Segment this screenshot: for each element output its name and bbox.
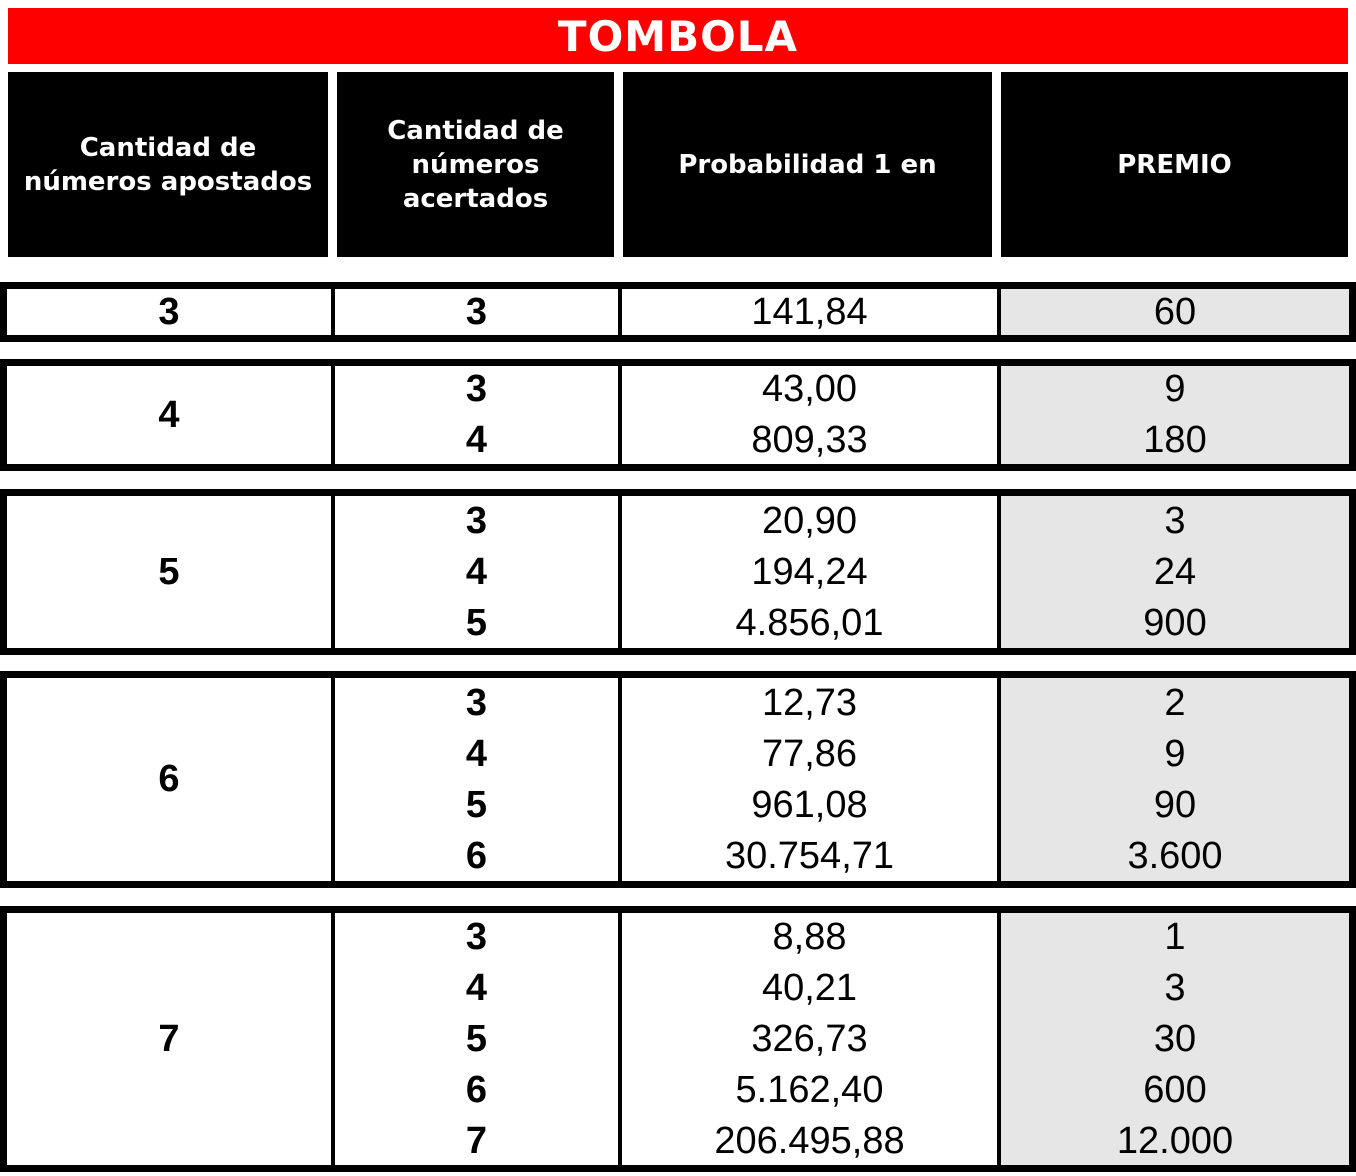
cell-premio [997,913,1349,1165]
value-premio: 180 [1143,419,1207,461]
value-acertados: 5 [465,1017,488,1060]
header-line: Probabilidad 1 en [678,149,937,180]
value-premio: 12.000 [1116,1119,1234,1162]
cell-premio [997,678,1349,881]
value-premio: 3 [1164,499,1186,542]
cell-apostados: 7 [158,1017,180,1060]
value-probabilidad: 20,90 [761,499,858,542]
header-line: PREMIO [1117,149,1232,180]
value-probabilidad: 40,21 [761,966,858,1009]
value-acertados: 3 [465,368,488,410]
value-probabilidad: 141,84 [751,290,868,333]
header-cantidad-acertados [337,72,614,257]
value-probabilidad: 8,88 [772,915,847,958]
value-acertados: 4 [465,966,488,1009]
cell-acertados [331,678,618,881]
value-acertados: 5 [465,601,488,644]
value-premio: 3.600 [1127,834,1223,877]
value-acertados: 3 [465,499,488,542]
value-acertados: 4 [465,550,488,593]
header-line: números apostados [23,166,313,197]
value-acertados: 3 [465,681,488,724]
table-group [0,671,1356,888]
value-acertados: 5 [465,783,488,826]
value-premio: 60 [1153,290,1197,333]
value-probabilidad: 961,08 [751,783,868,826]
value-acertados: 4 [465,419,488,461]
table-group [0,489,1356,655]
cell-probabilidad [618,289,997,335]
value-premio: 600 [1143,1068,1207,1111]
value-premio: 1 [1164,915,1186,958]
value-premio: 3 [1164,966,1186,1009]
cell-probabilidad [618,678,997,881]
value-premio: 900 [1143,601,1207,644]
value-probabilidad: 4.856,01 [735,601,884,644]
value-probabilidad: 12,73 [761,681,858,724]
value-probabilidad: 809,33 [751,419,868,461]
header-premio [1001,72,1348,257]
value-acertados: 6 [465,1068,488,1111]
value-acertados: 6 [465,834,488,877]
cell-probabilidad [618,913,997,1165]
cell-acertados [331,289,618,335]
value-probabilidad: 206.495,88 [714,1119,905,1162]
header-cantidad-apostados [8,72,328,257]
value-acertados: 3 [465,915,488,958]
cell-probabilidad [618,366,997,464]
value-premio: 90 [1153,783,1197,826]
value-acertados: 3 [465,290,488,333]
cell-acertados [331,913,618,1165]
value-probabilidad: 194,24 [751,550,868,593]
cell-apostados: 5 [158,550,180,593]
value-probabilidad: 326,73 [751,1017,868,1060]
cell-apostados: 4 [158,393,180,436]
value-probabilidad: 77,86 [761,732,858,775]
value-probabilidad: 43,00 [761,368,858,410]
cell-acertados [331,496,618,648]
value-premio: 24 [1153,550,1197,593]
cell-apostados: 6 [158,758,180,800]
page-title: TOMBOLA [557,11,799,61]
value-probabilidad: 30.754,71 [724,834,895,877]
cell-apostados: 3 [158,290,180,333]
header-line: Cantidad de [387,115,564,146]
value-premio: 2 [1164,681,1186,724]
value-acertados: 4 [465,732,488,775]
cell-acertados [331,366,618,464]
cell-premio [997,366,1349,464]
table-group [0,906,1356,1172]
cell-premio [997,289,1349,335]
cell-premio [997,496,1349,648]
value-premio: 30 [1153,1017,1197,1060]
value-acertados: 7 [465,1119,488,1162]
cell-probabilidad [618,496,997,648]
table-group [0,359,1356,471]
value-premio: 9 [1164,368,1186,410]
header-probabilidad [623,72,992,257]
value-premio: 9 [1164,732,1186,775]
header-line: números acertados [402,149,549,214]
value-probabilidad: 5.162,40 [735,1068,884,1111]
title-bar [8,8,1348,64]
table-group [0,282,1356,342]
header-line: Cantidad de [79,132,257,163]
